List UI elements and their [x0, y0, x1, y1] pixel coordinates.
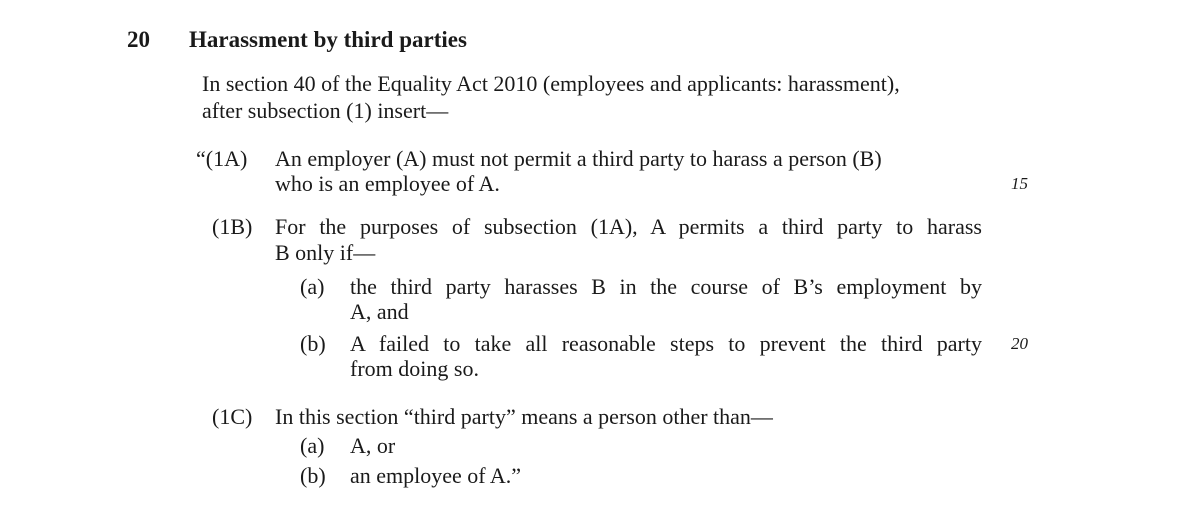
subsection-1b-item-a-label: (a) — [300, 274, 325, 299]
subsection-1c-item-b-label: (b) — [300, 463, 326, 488]
subsection-1a-line-2: who is an employee of A. — [275, 171, 500, 196]
subsection-1b-item-a-line-1: the third party harasses B in the course of B’s employment by — [350, 274, 982, 299]
line-number-15: 15 — [1011, 174, 1028, 193]
subsection-1b-item-b-label: (b) — [300, 331, 326, 356]
subsection-1b-item-b-line-2: from doing so. — [350, 356, 479, 381]
subsection-1b-line-2: B only if— — [275, 240, 376, 265]
subsection-1a-label: “(1A) — [196, 146, 248, 171]
subsection-1c-item-b-text: an employee of A.” — [350, 463, 522, 488]
subsection-1c-line: In this section “third party” means a person other than— — [275, 404, 773, 429]
subsection-1b-item-b-line-1: A failed to take all reasonable steps to prevent the third party — [350, 331, 982, 356]
section-title: Harassment by third parties — [189, 27, 467, 52]
line-number-20: 20 — [1011, 334, 1028, 353]
subsection-1b-item-a-line-2: A, and — [350, 299, 409, 324]
intro-line-1: In section 40 of the Equality Act 2010 (employees and applicants: harassment), — [202, 71, 900, 96]
subsection-1c-item-a-label: (a) — [300, 433, 325, 458]
subsection-1c-item-a-text: A, or — [350, 433, 396, 458]
intro-line-2: after subsection (1) insert— — [202, 98, 449, 123]
section-number: 20 — [127, 27, 150, 52]
subsection-1c-label: (1C) — [212, 404, 253, 429]
subsection-1a-line-1: An employer (A) must not permit a third party to harass a person (B) — [275, 146, 882, 171]
subsection-1b-line-1: For the purposes of subsection (1A), A permits a third party to harass — [275, 214, 982, 239]
subsection-1b-label: (1B) — [212, 214, 253, 239]
